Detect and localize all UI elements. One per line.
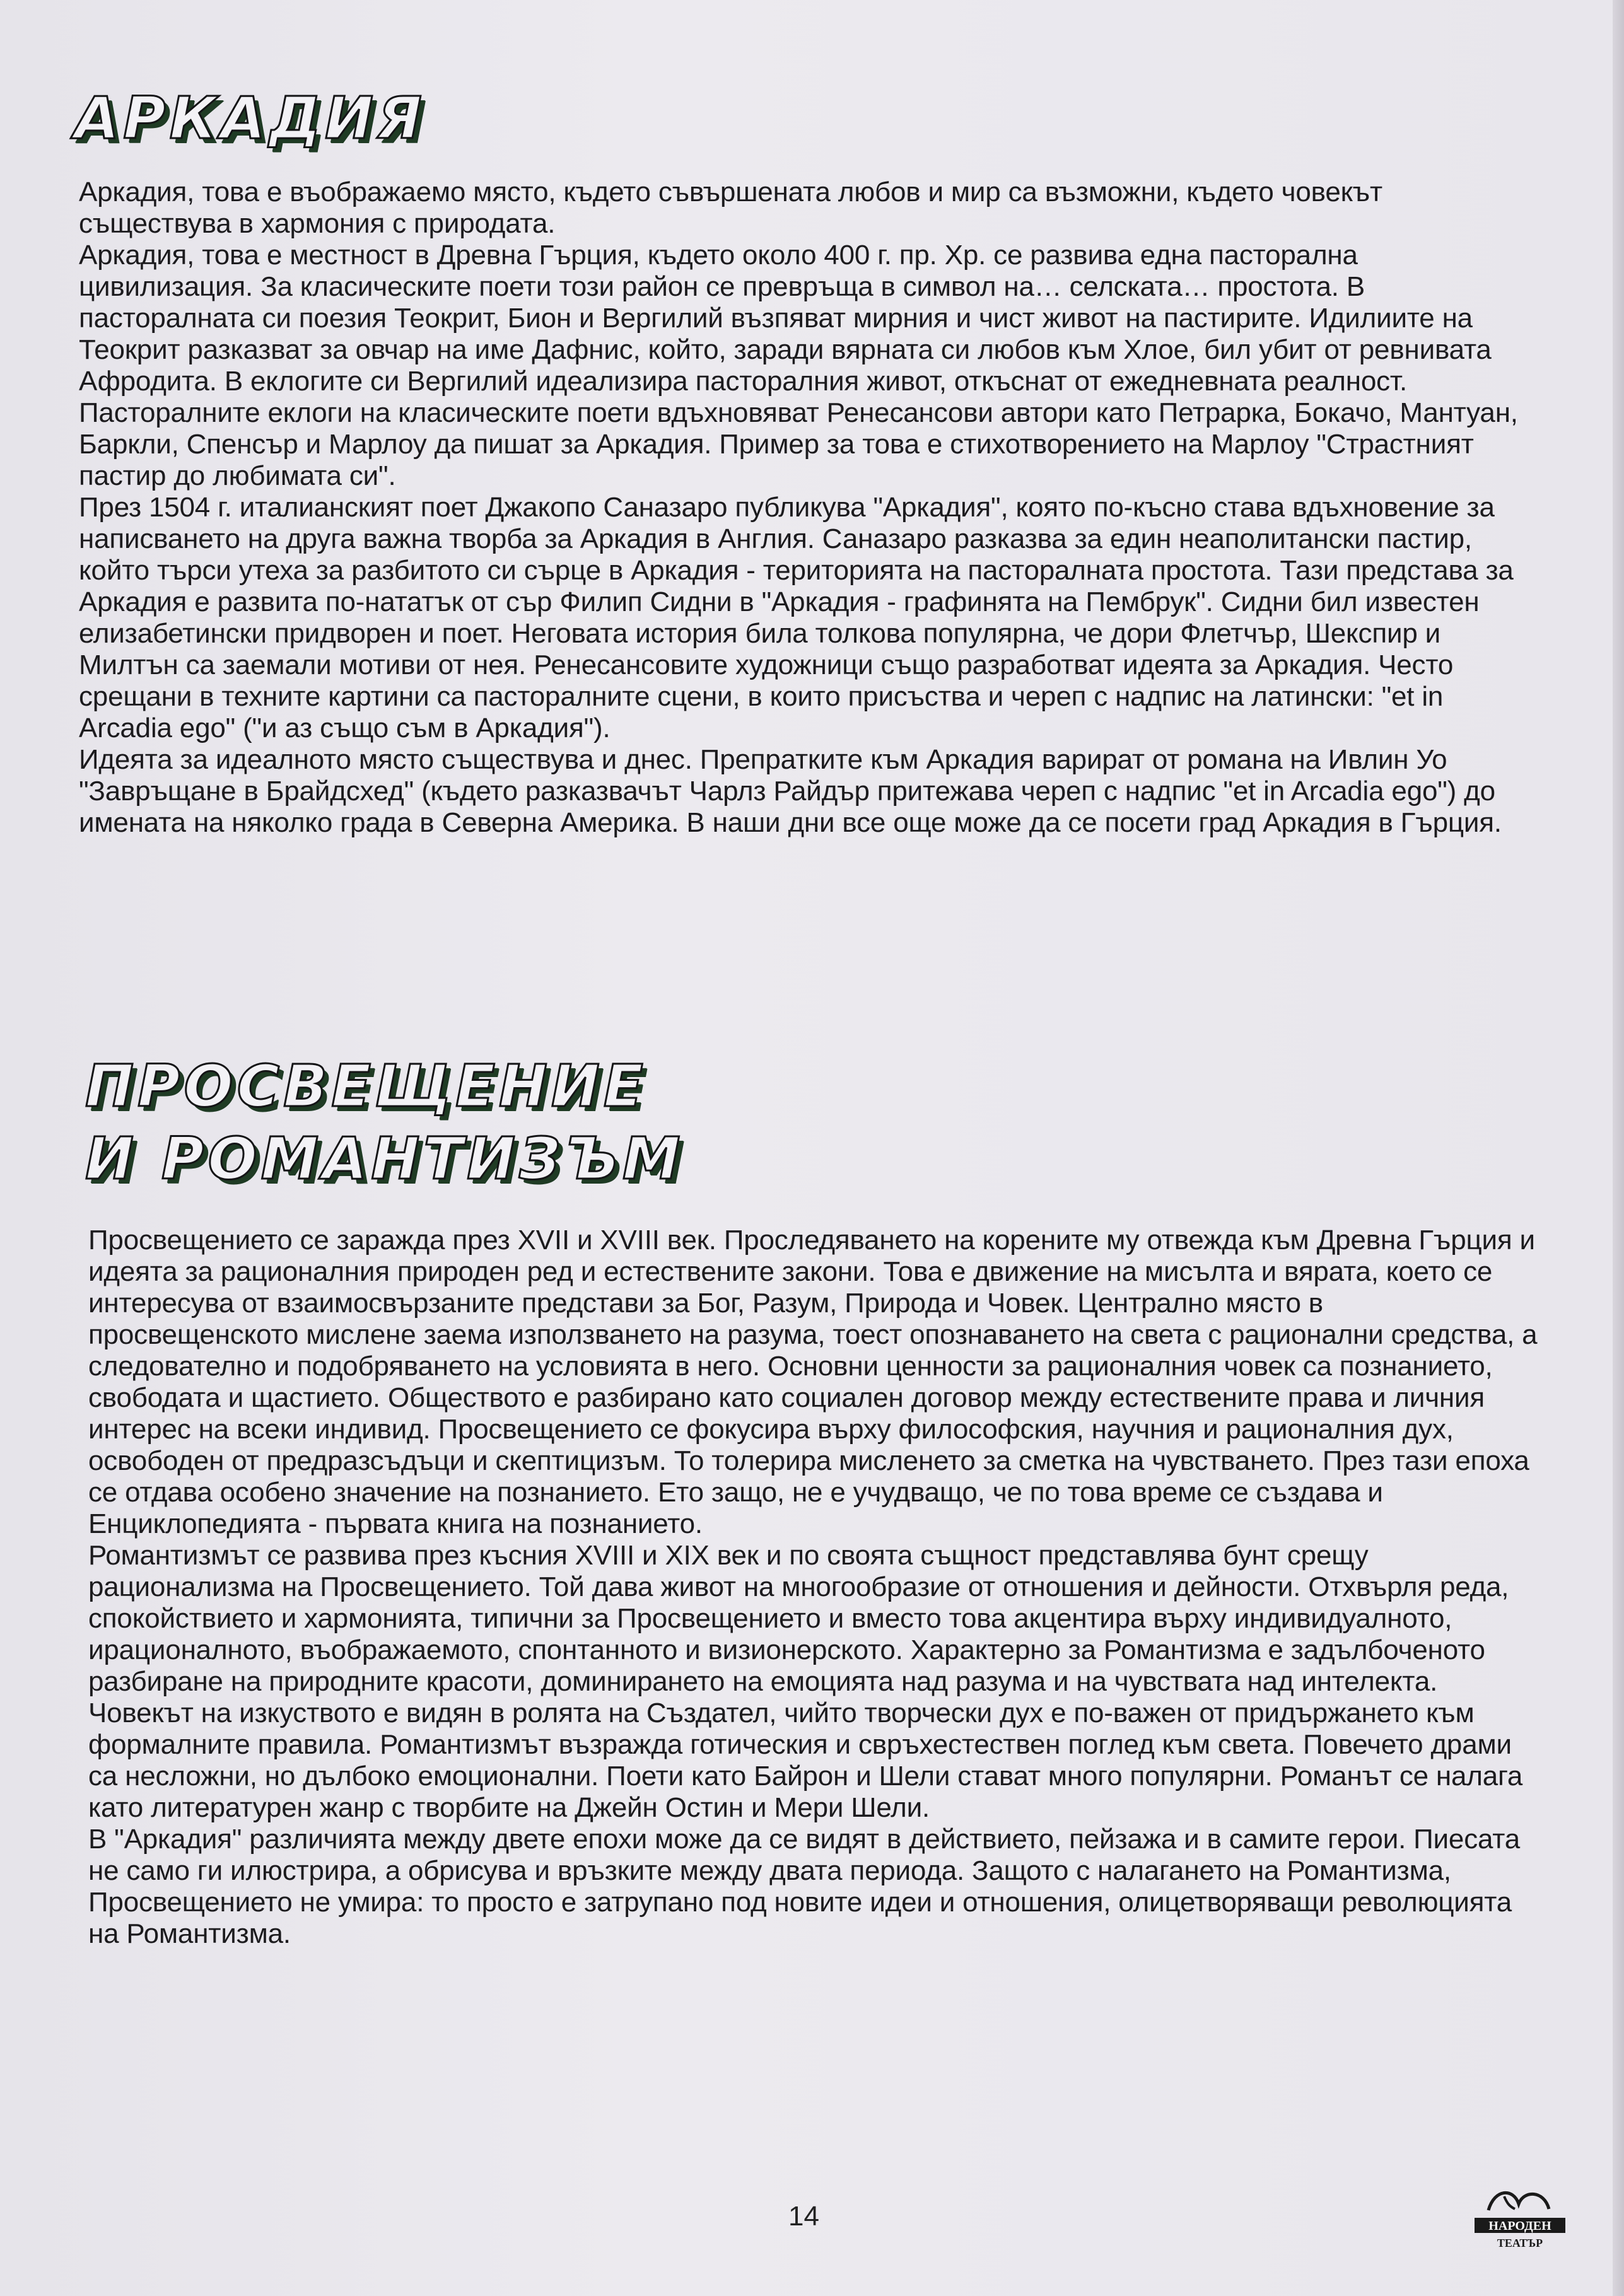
section-title-line-2: И РОМАНТИЗЪМ [85, 1125, 684, 1192]
paragraph: През 1504 г. италианският поет Джакопо Саназаро публикува "Аркадия", която по-късно става вдъхновение за написването на друга важна творба за Аркадия в Англия. Саназаро разказва за един неаполитански пастир, който търси утеха за разбитото си сърце в Аркадия - територията на пасторалната простота. Тази представа за Аркадия е развита по-нататък от сър Филип Сидни в "Аркадия - графинята на Пембрук". Сидни бил известен елизабетински придворен и поет. Неговата история била толкова популярна, че дори Флетчър, Шекспир и Милтън са заемали мотиви от нея. Ренесансовите художници също разработват идеята за Аркадия. Често срещани в техните картини са пасторалните сцени, в които присъства и череп с надпис на латински: "et in Arcadia ego" ("и аз също съм в Аркадия"). [79, 492, 1514, 743]
paragraph: Аркадия, това е въображаемо място, където съвършената любов и мир са възможни, където човекът съществува в хармония с природата. [79, 177, 1382, 239]
section-title-enlightenment [85, 1050, 684, 1195]
paragraph: Аркадия, това е местност в Древна Гърция, където около 400 г. пр. Хр. се развива една пасторална цивилизация. За класическите поети този район се превръща в символ на… селската… простота. В пасторалната си поезия Теокрит, Бион и Вергилий възпяват мирния и чист живот на пастирите. Идилиите на Теокрит разказват за овчар на име Дафнис, който, заради вярната си любов към Хлое, бил убит от ревнивата Афродита. В еклогите си Вергилий идеализира пасторалния живот, откъснат от ежедневната реалност. Пасторалните еклоги на класическите поети вдъхновяват Ренесансови автори като Петрарка, Бокачо, Мантуан, Баркли, Спенсър и Марлоу да пишат за Аркадия. Пример за това е стихотворението на Марлоу "Страстният пастир до любимата си". [79, 240, 1518, 491]
section-body-arcadia [79, 177, 1529, 839]
section-title-arcadia: АРКАДИЯ [74, 84, 426, 152]
paragraph: В "Аркадия" различията между двете епохи може да се видят в действието, пейзажа и в самите герои. Пиесата не само ги илюстрира, а обрисува и връзките между двата периода. Защото с налагането на Романтизма, Просвещението не умира: то просто е затрупано под новите идеи и отношения, олицетворяващи революцията на Романтизма. [88, 1824, 1521, 1949]
section-title-line-1: ПРОСВЕЩЕНИЕ [85, 1052, 647, 1120]
section-body-enlightenment [88, 1225, 1539, 1950]
paragraph: Романтизмът се развива през късния XVIII и XIX век и по своята същност представлява бунт срещу рационализма на Просвещението. Той дава живот на многообразие от отношения и дейности. Отхвърля реда, спокойствието и хармонията, типични за Просвещението и вместо това акцентира върху индивидуалното, ирационалното, въображаемото, спонтанното и визионерското. Характерно за Романтизма е задълбоченото разбиране на природните красоти, доминирането на емоцията над разума и на чувствата над интелекта. Човекът на изкуството е видян в ролята на Създател, чийто творчески дух е по-важен от придържането към формалните правила. Романтизмът възражда готическия и свръхестествен поглед към света. Повечето драми са несложни, но дълбоко емоционални. Поети като Байрон и Шели стават много популярни. Романът се налага като литературен жанр с творбите на Джейн Остин и Мери Шели. [88, 1540, 1523, 1823]
page-edge [1613, 0, 1624, 2296]
paragraph: Идеята за идеалното място съществува и днес. Препратките към Аркадия варират от романа на Ивлин Уо "Завръщане в Брайдсхед" (където разказвачът Чарлз Райдър притежава череп с надпис "et in Arcadia ego") до имената на няколко града в Северна Америка. В наши дни все още може да се посети град Аркадия в Гърция. [79, 744, 1502, 838]
paragraph: Просвещението се заражда през XVII и XVIII век. Проследяването на корените му отвежда към Древна Гърция и идеята за рационалния природен ред и естествените закони. Това е движение на мисълта и вярата, което се интересува от взаимосвързаните представи за Бог, Разум, Природа и Човек. Централно място в просвещенското мислене заема използването на разума, тоест опознаването на света с рационални средства, а следователно и подобряването на условията в него. Основни ценности за рационалния човек са познанието, свободата и щастието. Обществото е разбирано като социален договор между естествените права и личния интерес на всеки индивид. Просвещението се фокусира върху философския, научния и рационалния дух, освободен от предразсъдъци и скептицизъм. То толерира мисленето за сметка на чувстването. През тази епоха се отдава особено значение на познанието. Ето защо, не е учудващо, че по това време се създава и Енциклопедията - първата книга на познанието. [88, 1225, 1538, 1539]
national-theatre-logo-icon [1469, 2185, 1570, 2254]
logo-text-bottom: ТЕАТЪР [1497, 2237, 1543, 2249]
logo-text-top: НАРОДЕН [1488, 2219, 1551, 2233]
page-number: 14 [788, 2201, 819, 2232]
